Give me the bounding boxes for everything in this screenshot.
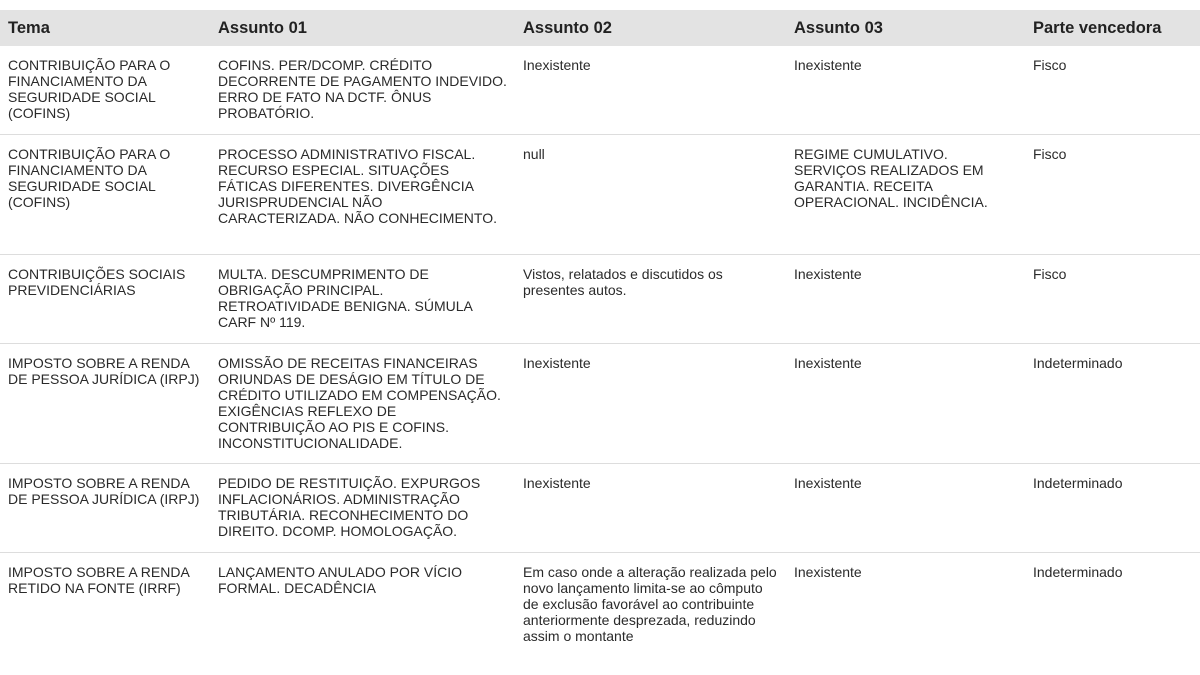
header-assunto-02[interactable]: Assunto 02 xyxy=(523,18,612,37)
cell-assunto-01: LANÇAMENTO ANULADO POR VÍCIO FORMAL. DECADÊNCIA xyxy=(218,563,463,596)
cell-assunto-02: Inexistente xyxy=(523,354,591,371)
cell-tema: CONTRIBUIÇÃO PARA O FINANCIAMENTO DA SEGURIDADE SOCIAL (COFINS) xyxy=(8,145,171,210)
table-row xyxy=(0,552,1200,672)
header-assunto-03[interactable]: Assunto 03 xyxy=(794,18,883,37)
cell-assunto-03: Inexistente xyxy=(794,57,862,73)
cell-assunto-03: Inexistente xyxy=(794,474,862,491)
cell-tema: IMPOSTO SOBRE A RENDA DE PESSOA JURÍDICA (IRPJ) xyxy=(8,474,200,507)
cell-assunto-01: MULTA. DESCUMPRIMENTO DE OBRIGAÇÃO PRINCIPAL. RETROATIVIDADE BENIGNA. SÚMULA CARF Nº 119. xyxy=(218,265,473,330)
results-table xyxy=(0,10,1200,672)
cell-parte-vencedora: Indeterminado xyxy=(1033,354,1123,371)
cell-assunto-02: null xyxy=(523,145,545,162)
table-row xyxy=(0,46,1200,134)
cell-tema: IMPOSTO SOBRE A RENDA RETIDO NA FONTE (IRRF) xyxy=(8,563,190,596)
cell-tema: CONTRIBUIÇÕES SOCIAIS PREVIDENCIÁRIAS xyxy=(8,265,186,298)
cell-assunto-01: PROCESSO ADMINISTRATIVO FISCAL. RECURSO ESPECIAL. SITUAÇÕES FÁTICAS DIFERENTES. DIVERGÊNCIA JURISPRUDENCIAL NÃO CARACTERIZADA. NÃO CONHECIMENTO. xyxy=(218,145,497,226)
header-assunto-01[interactable]: Assunto 01 xyxy=(218,18,307,37)
cell-parte-vencedora: Fisco xyxy=(1033,145,1067,162)
table-row xyxy=(0,463,1200,552)
cell-assunto-02: Em caso onde a alteração realizada pelo novo lançamento limita-se ao cômputo de exclusão favorável ao contribuinte anteriormente desprezada, reduzindo assim o montante xyxy=(523,563,777,644)
table-body xyxy=(0,46,1200,672)
cell-parte-vencedora: Indeterminado xyxy=(1033,474,1123,491)
header-parte-vencedora[interactable]: Parte vencedora xyxy=(1033,18,1162,37)
cell-parte-vencedora: Fisco xyxy=(1033,265,1067,282)
cell-assunto-02: Inexistente xyxy=(523,474,591,491)
cell-assunto-03: REGIME CUMULATIVO. SERVIÇOS REALIZADOS EM GARANTIA. RECEITA OPERACIONAL. INCIDÊNCIA. xyxy=(794,145,988,210)
table-row xyxy=(0,343,1200,463)
table-row xyxy=(0,134,1200,254)
cell-assunto-02: Vistos, relatados e discutidos os presentes autos. xyxy=(523,265,723,298)
cell-assunto-01: PEDIDO DE RESTITUIÇÃO. EXPURGOS INFLACIONÁRIOS. ADMINISTRAÇÃO TRIBUTÁRIA. RECONHECIMENTO DO DIREITO. DCOMP. HOMOLOGAÇÃO. xyxy=(218,474,481,539)
cell-assunto-03: Inexistente xyxy=(794,563,862,580)
cell-assunto-01: COFINS. PER/DCOMP. CRÉDITO DECORRENTE DE PAGAMENTO INDEVIDO. ERRO DE FATO NA DCTF. ÔNUS PROBATÓRIO. xyxy=(218,57,507,121)
cell-tema: IMPOSTO SOBRE A RENDA DE PESSOA JURÍDICA (IRPJ) xyxy=(8,354,200,387)
table-row xyxy=(0,254,1200,343)
table-header xyxy=(0,10,1200,46)
cell-assunto-01: OMISSÃO DE RECEITAS FINANCEIRAS ORIUNDAS DE DESÁGIO EM TÍTULO DE CRÉDITO UTILIZADO EM COMPENSAÇÃO. EXIGÊNCIAS REFLEXO DE CONTRIBUIÇÃO AO PIS E COFINS. INCONSTITUCIONALIDADE. xyxy=(218,354,501,451)
cell-assunto-02: Inexistente xyxy=(523,57,591,73)
cell-assunto-03: Inexistente xyxy=(794,265,862,282)
header-row xyxy=(0,10,1200,46)
cell-assunto-03: Inexistente xyxy=(794,354,862,371)
header-tema[interactable]: Tema xyxy=(8,18,50,37)
cell-parte-vencedora: Indeterminado xyxy=(1033,563,1123,580)
cell-parte-vencedora: Fisco xyxy=(1033,57,1067,73)
cell-tema: CONTRIBUIÇÃO PARA O FINANCIAMENTO DA SEGURIDADE SOCIAL (COFINS) xyxy=(8,57,171,121)
